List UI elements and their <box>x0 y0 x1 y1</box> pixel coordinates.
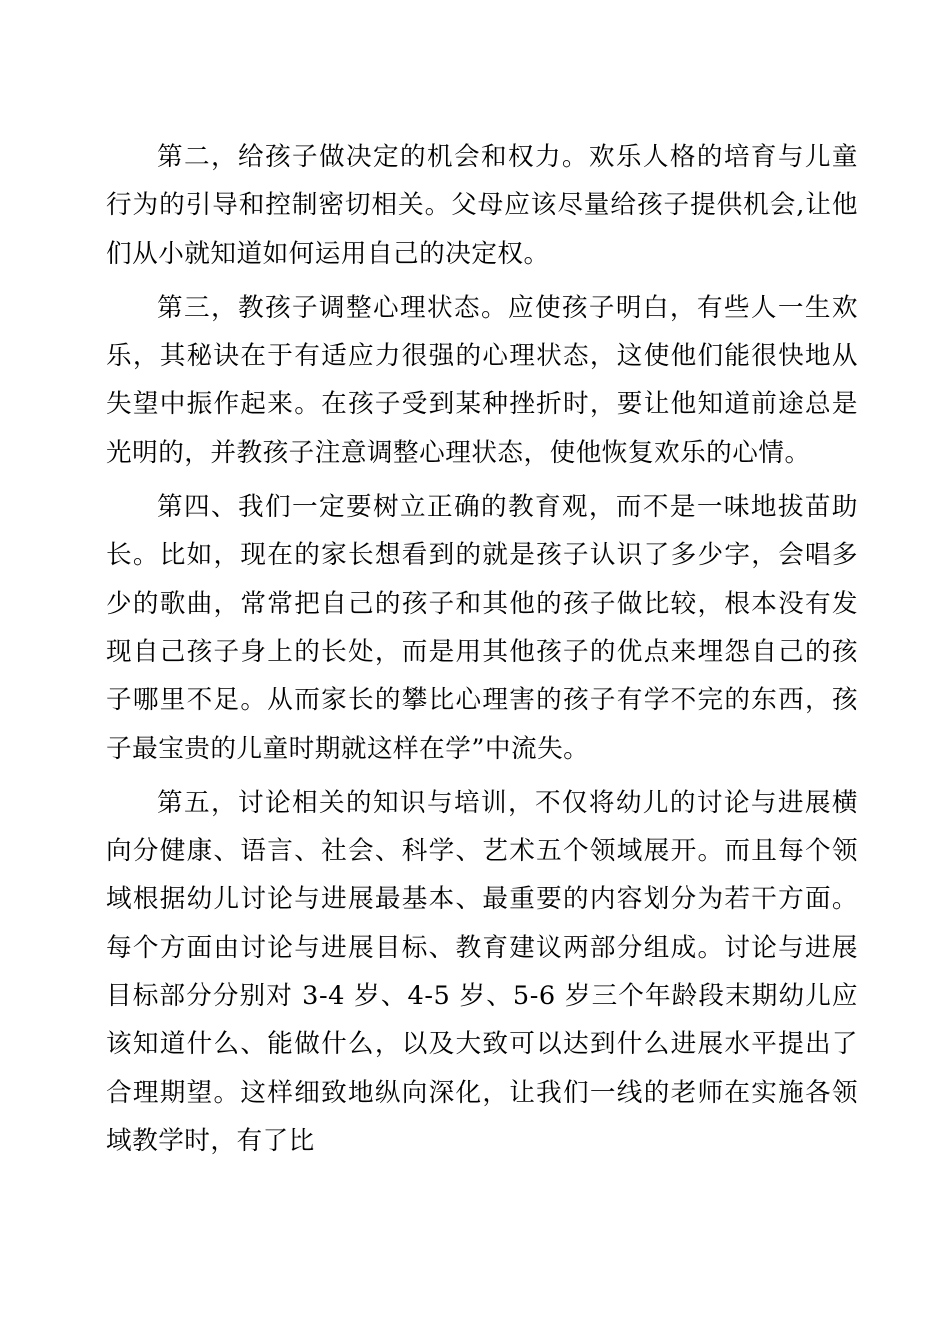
paragraph-education-view: 第四、我们一定要树立正确的教育观，而不是一味地拔苗助长。比如，现在的家长想看到的就是孩子认识了多少字，会唱多少的歌曲，常常把自己的孩子和其他的孩子做比较，根本没有发现自己孩子身上的长处，而是用其他孩子的优点来埋怨自己的孩子哪里不足。从而家长的攀比心理害的孩子有学不完的东西，孩子最宝贵的儿童时期就这样在学”中流失。 <box>106 492 858 764</box>
document-body <box>106 133 858 1165</box>
paragraph-knowledge-training: 第五，讨论相关的知识与培训，不仅将幼儿的讨论与进展横向分健康、语言、社会、科学、艺术五个领域展开。而且每个领域根据幼儿讨论与进展最基本、最重要的内容划分为若干方面。每个方面由讨论与进展目标、教育建议两部分组成。讨论与进展目标部分分别对 3-4 岁、4-5 岁、5-6 岁三个年龄段末期幼儿应该知道什么、能做什么，以及大致可以达到什么进展水平提出了合理期望。这样细致地纵向深化，让我们一线的老师在实施各领域教学时，有了比 <box>106 787 858 1156</box>
paragraph-decision-making: 第二，给孩子做决定的机会和权力。欢乐人格的培育与儿童行为的引导和控制密切相关。父母应该尽量给孩子提供机会,让他们从小就知道如何运用自己的决定权。 <box>106 142 858 269</box>
paragraph-mental-state: 第三，教孩子调整心理状态。应使孩子明白，有些人一生欢乐，其秘诀在于有适应力很强的心理状态，这使他们能很快地从失望中振作起来。在孩子受到某种挫折时，要让他知道前途总是光明的，并教孩子注意调整心理状态，使他恢复欢乐的心情。 <box>106 292 858 468</box>
